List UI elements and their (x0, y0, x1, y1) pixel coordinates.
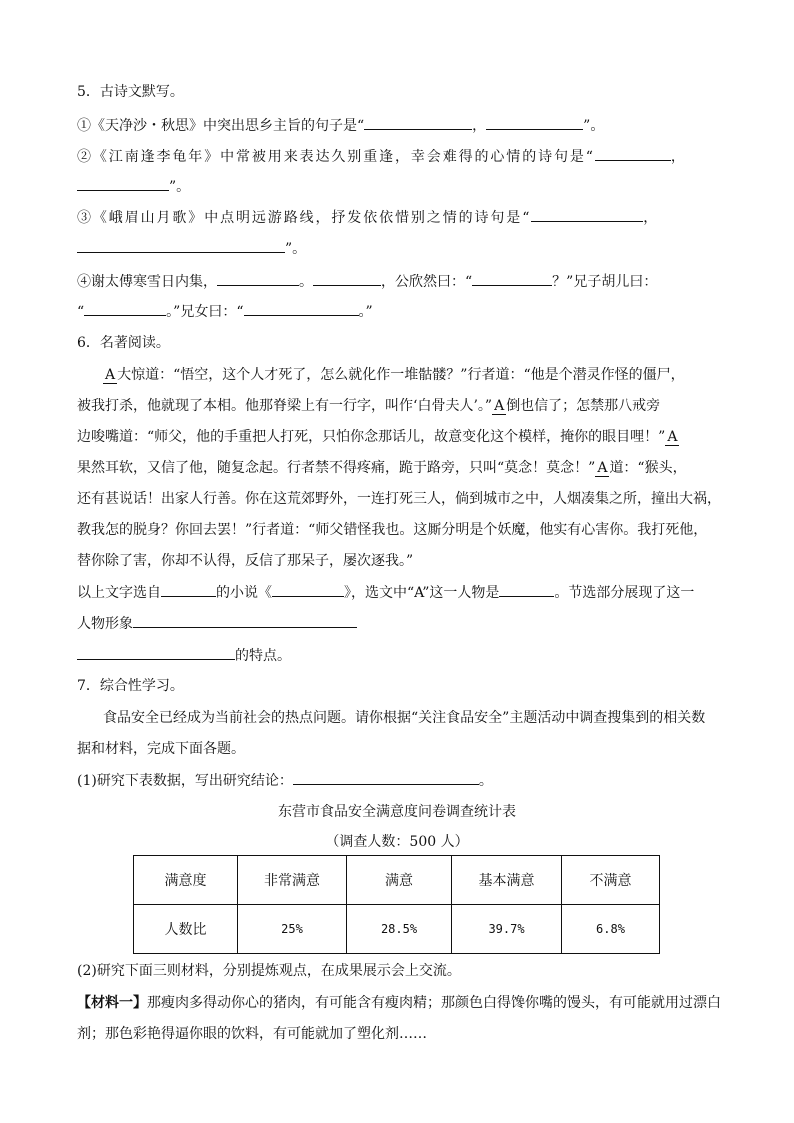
quote-end: 。” (358, 304, 373, 320)
table-subtitle: （调查人数：500 人） (325, 834, 469, 850)
material-text: 那瘦肉多得动你心的猪肉，有可能含有瘦肉精；那颜色白得馋你嘴的馒头，有可能就用过漂白 (147, 995, 721, 1011)
q5-item2 (77, 146, 687, 167)
quote-end: ”。 (285, 241, 307, 257)
passage-text: 大惊道：“悟空，这个人才死了，怎么就化作一堆骷髅？”行者道：“他是个潜灵作怪的僵尸， (117, 367, 685, 383)
q6-passage-line (77, 458, 687, 478)
separator: ， (643, 210, 660, 226)
q5-item1 (77, 115, 604, 136)
q5-item4-text: ④谢太傅寒雪日内集， (77, 274, 217, 290)
q6-passage-line (103, 365, 685, 385)
answer-blank[interactable] (161, 582, 216, 597)
answer-blank[interactable] (531, 207, 643, 222)
q5-item3 (77, 207, 659, 228)
q5-item2-text: ②《江南逢李龟年》中常被用来表达久别重逢，幸会难得的心情的诗句是“ (77, 149, 595, 165)
answer-blank[interactable] (77, 238, 285, 253)
answer-blank[interactable] (272, 582, 344, 597)
q6-passage-line: 还有甚说话！出家人行善。你在这荒郊野外，一连打死三人，倘到城市之中，人烟凑集之所，撞出大祸， (77, 491, 721, 507)
q5-item3-text: ③《峨眉山月歌》中点明远游路线，抒发依依惜别之情的诗句是“ (77, 210, 532, 226)
answer-blank[interactable] (293, 770, 479, 785)
q6-passage-line: 替你除了害，你却不认得，反信了那呆子，屡次逐我。” (77, 553, 414, 569)
q6-title: 6．名著阅读。 (77, 335, 170, 351)
q5-item2-cont (77, 176, 190, 197)
answer-blank[interactable] (77, 176, 169, 191)
table-header-row (134, 856, 660, 905)
placeholder-a: A (667, 429, 678, 445)
passage-text: 倒也信了；怎禁那八戒旁 (506, 398, 661, 414)
q5-item1-text: ①《天净沙・秋思》中突出思乡主旨的句子是“ (77, 118, 365, 134)
passage-text: 道：“猴头， (609, 460, 687, 476)
q7-title: 7．综合性学习。 (77, 678, 184, 694)
table-cell: 25% (238, 905, 347, 954)
q6-question-cont (77, 645, 291, 666)
q7-intro-cont: 据和材料，完成下面各题。 (77, 741, 245, 757)
table-row (134, 905, 660, 954)
table-cell: 人数比 (134, 905, 238, 954)
question-text: 的特点。 (235, 648, 291, 664)
material-one (77, 993, 721, 1013)
table-header-cell: 基本满意 (452, 856, 562, 905)
survey-table (133, 855, 660, 954)
q6-passage-line: 教我怎的脱身？你回去罢！”行者道：“师父错怪我也。这厮分明是个妖魔，他实有心害你。我打死他， (77, 522, 708, 538)
punct: 。 (299, 274, 313, 290)
q7-sub2: (2)研究下面三则材料，分别提炼观点，在成果展示会上交流。 (77, 963, 461, 979)
q6-question-cont (77, 613, 357, 634)
passage-text: 被我打杀，他就现了本相。他那脊梁上有一行字，叫作‘白骨夫人’。” (77, 398, 493, 414)
table-header-cell: 满意 (347, 856, 452, 905)
q5-title: 5．古诗文默写。 (77, 84, 184, 100)
answer-blank[interactable] (244, 301, 359, 316)
answer-blank[interactable] (77, 645, 235, 660)
q5-item3-cont (77, 238, 306, 259)
answer-blank[interactable] (499, 582, 554, 597)
quote-open: “ (77, 304, 85, 320)
passage-text: 果然耳软，又信了他，随复念起。行者禁不得疼痛，跪于路旁，只叫“莫念！莫念！” (77, 460, 596, 476)
q6-passage-line (77, 427, 679, 447)
q7-sub1 (77, 770, 493, 791)
material-one-cont: 剂；那色彩艳得逼你眼的饮料，有可能就加了塑化剂…… (77, 1026, 427, 1042)
placeholder-a: A (494, 398, 505, 414)
table-header-cell: 满意度 (134, 856, 238, 905)
answer-blank[interactable] (217, 271, 299, 286)
table-cell: 28.5% (347, 905, 452, 954)
table-cell: 39.7% (452, 905, 562, 954)
q7-intro: 食品安全已经成为当前社会的热点问题。请你根据“关注食品安全”主题活动中调查搜集到的相关数 (103, 710, 706, 726)
quote-end: ”。 (169, 179, 191, 195)
answer-blank[interactable] (84, 301, 166, 316)
answer-blank[interactable] (313, 271, 381, 286)
answer-blank[interactable] (364, 115, 472, 130)
separator: ， (472, 118, 487, 134)
question-text: 人物形象 (77, 616, 133, 632)
table-cell: 6.8% (562, 905, 660, 954)
question-text: 》，选文中“A”这一人物是 (344, 585, 500, 601)
q5-item4-mid2: 。”兄女曰：“ (166, 304, 244, 320)
q5-item4 (77, 271, 657, 292)
placeholder-a: A (597, 460, 608, 476)
placeholder-a: A (105, 367, 116, 383)
q6-passage-line (77, 396, 660, 416)
separator: ， (670, 149, 687, 165)
q5-item4-end: ？”兄子胡儿曰： (552, 274, 658, 290)
answer-blank[interactable] (486, 115, 583, 130)
question-text: 。节选部分展现了这一 (554, 585, 695, 601)
quote-end: ”。 (583, 118, 605, 134)
question-text: (1)研究下表数据，写出研究结论： (77, 773, 293, 789)
answer-blank[interactable] (595, 146, 671, 161)
punct: 。 (478, 773, 493, 789)
question-text: 的小说《 (216, 585, 272, 601)
answer-blank[interactable] (133, 613, 357, 628)
passage-text: 边唆嘴道：“师父，他的手重把人打死，只怕你念那话儿，故意变化这个模样，掩你的眼目哩！” (77, 429, 666, 445)
table-header-cell: 非常满意 (238, 856, 347, 905)
q5-item4-cont (77, 301, 373, 322)
q6-question (77, 582, 694, 603)
table-title: 东营市食品安全满意度问卷调查统计表 (278, 804, 516, 820)
material-label: 【材料一】 (77, 995, 147, 1011)
answer-blank[interactable] (472, 271, 552, 286)
q5-item4-mid: ，公欣然曰：“ (381, 274, 473, 290)
question-text: 以上文字选自 (77, 585, 161, 601)
table-header-cell: 不满意 (562, 856, 660, 905)
